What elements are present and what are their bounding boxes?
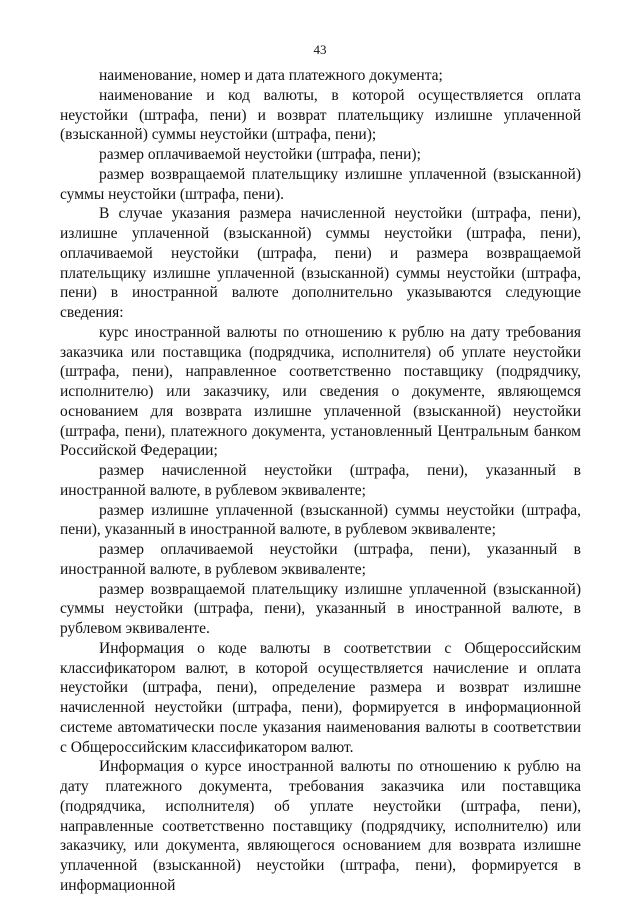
paragraph-5: В случае указания размера начисленной неустойки (штрафа, пени), излишне уплаченной (взысканной) суммы неустойки (штрафа, пени), оплачиваемой неустойки (штрафа, пени) и размера возвращаемой плательщику излишне уплаченной (взысканной) суммы неустойки (штрафа, пени) в иностранной валюте дополнительно указываются следующие сведения: bbox=[60, 205, 581, 321]
document-body bbox=[60, 66, 581, 896]
paragraph-4: размер возвращаемой плательщику излишне уплаченной (взысканной) суммы неустойки (штрафа, пени). bbox=[60, 165, 581, 203]
paragraph-12: Информация о курсе иностранной валюты по отношению к рублю на дату платежного документа, требования заказчика или поставщика (подрядчика, исполнителя) об уплате неустойки (штрафа, пени), направленные соответственно поставщику (подрядчику, исполнителю) или заказчику, или документа, являющегося основанием для возврата излишне уплаченной (взысканной) неустойки (штрафа, пени), формируется в информационной bbox=[60, 758, 581, 894]
paragraph-3: размер оплачиваемой неустойки (штрафа, пени); bbox=[99, 146, 421, 163]
paragraph-8: размер излишне уплаченной (взысканной) суммы неустойки (штрафа, пени), указанный в иностранной валюте, в рублевом эквиваленте; bbox=[60, 501, 581, 539]
paragraph-9: размер оплачиваемой неустойки (штрафа, пени), указанный в иностранной валюте, в рублевом эквиваленте; bbox=[60, 541, 581, 578]
paragraph-1: наименование, номер и дата платежного документа; bbox=[99, 67, 443, 84]
paragraph-2: наименование и код валюты, в которой осуществляется оплата неустойки (штрафа, пени) и возврат плательщику излишне уплаченной (взысканной) суммы неустойки (штрафа, пени); bbox=[60, 86, 581, 144]
paragraph-6: курс иностранной валюты по отношению к рублю на дату требования заказчика или поставщика (подрядчика, исполнителя) об уплате неустойки (штрафа, пени), направленное соответственно поставщику (подрядчику, исполнителю) или заказчику, или сведения о документе, являющемся основанием для возврата излишне уплаченной (взысканной) неустойки (штрафа, пени), платежного документа, установленный Центральным банком Российской Федерации; bbox=[60, 323, 581, 460]
paragraph-11: Информация о коде валюты в соответствии с Общероссийским классификатором валют, в которой осуществляется начисление и оплата неустойки (штрафа, пени), определение размера и возврат излишне начисленной неустойки (штрафа, пени), формируется в информационной системе автоматически после указания наименования валюты в соответствии с Общероссийским классификатором валют. bbox=[60, 639, 581, 756]
page-number: 43 bbox=[313, 42, 327, 57]
paragraph-7: размер начисленной неустойки (штрафа, пени), указанный в иностранной валюте, в рублевом эквиваленте; bbox=[60, 462, 581, 499]
paragraph-10: размер возвращаемой плательщику излишне уплаченной (взысканной) суммы неустойки (штрафа, пени), указанный в иностранной валюте, в рублевом эквиваленте. bbox=[60, 580, 581, 637]
